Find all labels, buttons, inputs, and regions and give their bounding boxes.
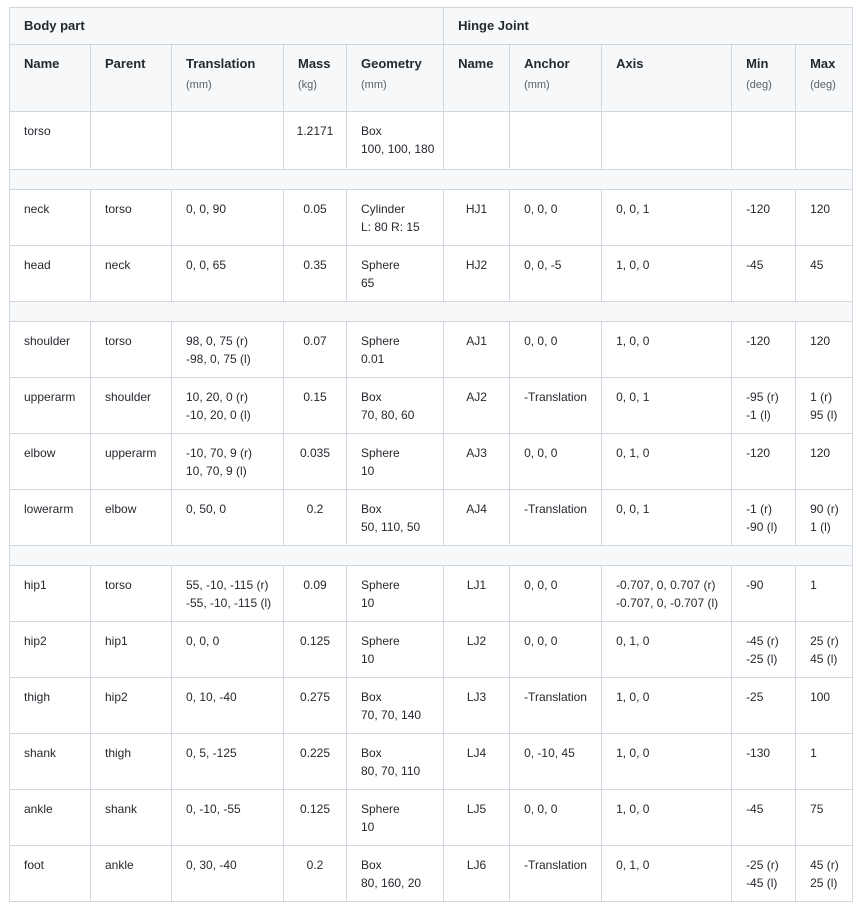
min-angle-line: -90 bbox=[746, 578, 764, 592]
translation-value-line: 0, 10, -40 bbox=[186, 690, 237, 704]
parent-name: shank bbox=[91, 790, 172, 846]
max-angle bbox=[796, 678, 853, 734]
geometry-value bbox=[347, 490, 444, 546]
translation-value bbox=[172, 566, 284, 622]
geometry-value bbox=[347, 190, 444, 246]
axis-value bbox=[602, 622, 732, 678]
geometry-value-line: 70, 80, 60 bbox=[361, 408, 415, 422]
min-angle bbox=[732, 322, 796, 378]
translation-value-line: -10, 20, 0 (l) bbox=[186, 408, 251, 422]
parent-name: elbow bbox=[91, 490, 172, 546]
axis-value-line: 1, 0, 0 bbox=[616, 802, 650, 816]
axis-value bbox=[602, 378, 732, 434]
max-angle-line: 75 bbox=[810, 802, 824, 816]
column-header bbox=[602, 45, 732, 112]
translation-value bbox=[172, 734, 284, 790]
min-angle bbox=[732, 622, 796, 678]
column-header bbox=[510, 45, 602, 112]
min-angle-line: -45 bbox=[746, 802, 764, 816]
table-row bbox=[10, 190, 853, 246]
body-part-name: torso bbox=[10, 112, 91, 170]
geometry-value-line: Box bbox=[361, 858, 382, 872]
max-angle bbox=[796, 734, 853, 790]
table-row bbox=[10, 490, 853, 546]
axis-value-line: 0, 1, 0 bbox=[616, 634, 650, 648]
axis-value bbox=[602, 490, 732, 546]
joint-name: AJ2 bbox=[444, 378, 510, 434]
parent-name: neck bbox=[91, 246, 172, 302]
geometry-value-line: Box bbox=[361, 390, 382, 404]
body-part-name: foot bbox=[10, 846, 91, 902]
table-row bbox=[10, 246, 853, 302]
mass-value: 0.125 bbox=[284, 790, 347, 846]
column-header-label: Geometry bbox=[361, 56, 422, 71]
min-angle-line: -95 (r) bbox=[746, 390, 779, 404]
column-header bbox=[172, 45, 284, 112]
spacer-cell bbox=[10, 170, 853, 190]
mass-value: 0.35 bbox=[284, 246, 347, 302]
geometry-value bbox=[347, 434, 444, 490]
max-angle-line: 1 (l) bbox=[810, 520, 831, 534]
mass-value: 0.225 bbox=[284, 734, 347, 790]
anchor-value: -Translation bbox=[510, 846, 602, 902]
joint-name: LJ3 bbox=[444, 678, 510, 734]
min-angle-line: -90 (l) bbox=[746, 520, 778, 534]
joint-name: LJ1 bbox=[444, 566, 510, 622]
mass-value: 0.07 bbox=[284, 322, 347, 378]
column-header bbox=[91, 45, 172, 112]
joint-name: LJ6 bbox=[444, 846, 510, 902]
body-part-name: shoulder bbox=[10, 322, 91, 378]
geometry-value-line: 65 bbox=[361, 276, 375, 290]
anchor-value: 0, 0, 0 bbox=[510, 622, 602, 678]
translation-value bbox=[172, 378, 284, 434]
table-row bbox=[10, 322, 853, 378]
translation-value bbox=[172, 246, 284, 302]
table-row bbox=[10, 622, 853, 678]
min-angle-line: -120 bbox=[746, 202, 771, 216]
body-part-name: head bbox=[10, 246, 91, 302]
geometry-value-line: 10 bbox=[361, 464, 375, 478]
table-row bbox=[10, 378, 853, 434]
body-part-name: upperarm bbox=[10, 378, 91, 434]
joint-name: LJ2 bbox=[444, 622, 510, 678]
translation-value-line: 10, 70, 9 (l) bbox=[186, 464, 247, 478]
mass-value: 0.125 bbox=[284, 622, 347, 678]
axis-value bbox=[602, 434, 732, 490]
axis-value-line: 1, 0, 0 bbox=[616, 746, 650, 760]
geometry-value bbox=[347, 378, 444, 434]
max-angle-line: 1 (r) bbox=[810, 390, 833, 404]
parent-name: torso bbox=[91, 190, 172, 246]
translation-value bbox=[172, 190, 284, 246]
mass-value: 0.035 bbox=[284, 434, 347, 490]
axis-value-line: 0, 0, 1 bbox=[616, 390, 650, 404]
min-angle bbox=[732, 734, 796, 790]
table-row bbox=[10, 790, 853, 846]
axis-value bbox=[602, 678, 732, 734]
max-angle-line: 95 (l) bbox=[810, 408, 838, 422]
min-angle bbox=[732, 790, 796, 846]
body-part-name: thigh bbox=[10, 678, 91, 734]
max-angle bbox=[796, 566, 853, 622]
max-angle-line: 1 bbox=[810, 578, 817, 592]
min-angle bbox=[732, 246, 796, 302]
min-angle bbox=[732, 566, 796, 622]
anchor-value: 0, 0, 0 bbox=[510, 790, 602, 846]
spacer-cell bbox=[10, 546, 853, 566]
table-row bbox=[10, 734, 853, 790]
joint-name: HJ2 bbox=[444, 246, 510, 302]
geometry-value-line: Sphere bbox=[361, 634, 400, 648]
axis-value-line: 1, 0, 0 bbox=[616, 334, 650, 348]
max-angle bbox=[796, 378, 853, 434]
parent-name: torso bbox=[91, 566, 172, 622]
column-header-label: Anchor bbox=[524, 56, 570, 71]
axis-value-line: 0, 1, 0 bbox=[616, 858, 650, 872]
min-angle bbox=[732, 490, 796, 546]
geometry-value bbox=[347, 566, 444, 622]
body-part-joint-table bbox=[9, 7, 853, 902]
body-part-name: hip1 bbox=[10, 566, 91, 622]
body-part-name: hip2 bbox=[10, 622, 91, 678]
column-header bbox=[796, 45, 853, 112]
translation-value bbox=[172, 622, 284, 678]
anchor-value: 0, 0, 0 bbox=[510, 434, 602, 490]
joint-name: LJ5 bbox=[444, 790, 510, 846]
max-angle bbox=[796, 846, 853, 902]
geometry-value bbox=[347, 734, 444, 790]
max-angle bbox=[796, 434, 853, 490]
geometry-value-line: 50, 110, 50 bbox=[361, 520, 421, 534]
spacer-cell bbox=[10, 302, 853, 322]
geometry-value-line: 0.01 bbox=[361, 352, 385, 366]
translation-value bbox=[172, 112, 284, 170]
axis-value bbox=[602, 566, 732, 622]
geometry-value-line: 10 bbox=[361, 820, 375, 834]
parent-name: ankle bbox=[91, 846, 172, 902]
max-angle bbox=[796, 246, 853, 302]
geometry-value bbox=[347, 846, 444, 902]
min-angle bbox=[732, 434, 796, 490]
geometry-value bbox=[347, 322, 444, 378]
column-header-label: Translation bbox=[186, 56, 256, 71]
parent-name: upperarm bbox=[91, 434, 172, 490]
max-angle bbox=[796, 322, 853, 378]
mass-value: 1.2171 bbox=[284, 112, 347, 170]
min-angle-line: -45 (l) bbox=[746, 876, 778, 890]
translation-value-line: 0, 50, 0 bbox=[186, 502, 227, 516]
min-angle-line: -25 (l) bbox=[746, 652, 778, 666]
min-angle bbox=[732, 190, 796, 246]
translation-value-line: -55, -10, -115 (l) bbox=[186, 596, 272, 610]
parent-name: thigh bbox=[91, 734, 172, 790]
geometry-value-line: Cylinder bbox=[361, 202, 406, 216]
body-part-name: ankle bbox=[10, 790, 91, 846]
anchor-value bbox=[510, 112, 602, 170]
geometry-value-line: Sphere bbox=[361, 446, 400, 460]
parent-name: torso bbox=[91, 322, 172, 378]
max-angle-line: 120 bbox=[810, 446, 831, 460]
column-header-label: Axis bbox=[616, 56, 644, 71]
mass-value: 0.2 bbox=[284, 846, 347, 902]
column-header-label: Name bbox=[24, 56, 60, 71]
min-angle-line: -120 bbox=[746, 334, 771, 348]
geometry-value bbox=[347, 790, 444, 846]
geometry-value-line: Box bbox=[361, 124, 382, 138]
axis-value bbox=[602, 790, 732, 846]
geometry-value bbox=[347, 246, 444, 302]
column-header bbox=[347, 45, 444, 112]
min-angle bbox=[732, 112, 796, 170]
translation-value-line: 98, 0, 75 (r) bbox=[186, 334, 249, 348]
parent-name: shoulder bbox=[91, 378, 172, 434]
translation-value-line: -10, 70, 9 (r) bbox=[186, 446, 253, 460]
mass-value: 0.15 bbox=[284, 378, 347, 434]
table-body bbox=[10, 112, 853, 902]
geometry-value-line: Sphere bbox=[361, 578, 400, 592]
axis-value-line: -0.707, 0, -0.707 (l) bbox=[616, 596, 719, 610]
translation-value bbox=[172, 846, 284, 902]
parent-name: hip1 bbox=[91, 622, 172, 678]
body-part-name: elbow bbox=[10, 434, 91, 490]
axis-value bbox=[602, 112, 732, 170]
hinge-joint-group-header: Hinge Joint bbox=[444, 8, 853, 45]
max-angle bbox=[796, 112, 853, 170]
column-header-label: Name bbox=[458, 56, 494, 71]
column-header-unit: (deg) bbox=[810, 79, 836, 91]
table-row bbox=[10, 846, 853, 902]
body-part-name: neck bbox=[10, 190, 91, 246]
max-angle-line: 100 bbox=[810, 690, 831, 704]
table-row bbox=[10, 112, 853, 170]
column-header-unit: (mm) bbox=[524, 79, 550, 91]
parent-name: hip2 bbox=[91, 678, 172, 734]
body-part-name: shank bbox=[10, 734, 91, 790]
body-part-group-header: Body part bbox=[10, 8, 444, 45]
translation-value bbox=[172, 490, 284, 546]
geometry-value-line: Box bbox=[361, 690, 382, 704]
max-angle bbox=[796, 790, 853, 846]
min-angle-line: -1 (r) bbox=[746, 502, 773, 516]
translation-value-line: 0, 0, 90 bbox=[186, 202, 227, 216]
anchor-value: 0, 0, 0 bbox=[510, 322, 602, 378]
max-angle-line: 1 bbox=[810, 746, 817, 760]
geometry-value-line: Box bbox=[361, 746, 382, 760]
parent-name bbox=[91, 112, 172, 170]
translation-value bbox=[172, 322, 284, 378]
geometry-value-line: 10 bbox=[361, 652, 375, 666]
table-row bbox=[10, 566, 853, 622]
anchor-value: -Translation bbox=[510, 678, 602, 734]
min-angle-line: -45 (r) bbox=[746, 634, 779, 648]
geometry-value-line: Sphere bbox=[361, 802, 400, 816]
min-angle-line: -130 bbox=[746, 746, 771, 760]
geometry-value bbox=[347, 678, 444, 734]
axis-value bbox=[602, 246, 732, 302]
max-angle bbox=[796, 190, 853, 246]
anchor-value: -Translation bbox=[510, 378, 602, 434]
column-header-label: Min bbox=[746, 56, 769, 71]
max-angle-line: 45 bbox=[810, 258, 824, 272]
column-header-label: Parent bbox=[105, 56, 146, 71]
max-angle-line: 120 bbox=[810, 202, 831, 216]
min-angle-line: -1 (l) bbox=[746, 408, 771, 422]
max-angle-line: 120 bbox=[810, 334, 831, 348]
geometry-value-line: 80, 160, 20 bbox=[361, 876, 422, 890]
column-header bbox=[732, 45, 796, 112]
column-header-row bbox=[10, 45, 853, 112]
joint-name bbox=[444, 112, 510, 170]
anchor-value: 0, 0, -5 bbox=[510, 246, 602, 302]
column-header-label: Mass bbox=[298, 56, 331, 71]
translation-value-line: 0, 5, -125 bbox=[186, 746, 237, 760]
joint-name: AJ3 bbox=[444, 434, 510, 490]
mass-value: 0.2 bbox=[284, 490, 347, 546]
translation-value-line: 0, 0, 65 bbox=[186, 258, 227, 272]
max-angle-line: 45 (l) bbox=[810, 652, 838, 666]
translation-value-line: 0, 30, -40 bbox=[186, 858, 237, 872]
axis-value-line: 0, 1, 0 bbox=[616, 446, 650, 460]
geometry-value bbox=[347, 622, 444, 678]
translation-value-line: 0, 0, 0 bbox=[186, 634, 220, 648]
geometry-value-line: 10 bbox=[361, 596, 375, 610]
mass-value: 0.05 bbox=[284, 190, 347, 246]
max-angle-line: 25 (r) bbox=[810, 634, 839, 648]
mass-value: 0.09 bbox=[284, 566, 347, 622]
translation-value-line: 55, -10, -115 (r) bbox=[186, 578, 269, 592]
group-spacer-row bbox=[10, 170, 853, 190]
axis-value bbox=[602, 190, 732, 246]
translation-value-line: -98, 0, 75 (l) bbox=[186, 352, 251, 366]
axis-value-line: 1, 0, 0 bbox=[616, 258, 650, 272]
anchor-value: 0, 0, 0 bbox=[510, 566, 602, 622]
min-angle-line: -25 (r) bbox=[746, 858, 779, 872]
column-header-unit: (deg) bbox=[746, 79, 772, 91]
table-row bbox=[10, 434, 853, 490]
min-angle-line: -45 bbox=[746, 258, 764, 272]
geometry-value-line: L: 80 R: 15 bbox=[361, 220, 420, 234]
anchor-value: 0, 0, 0 bbox=[510, 190, 602, 246]
translation-value-line: 10, 20, 0 (r) bbox=[186, 390, 249, 404]
axis-value-line: 0, 0, 1 bbox=[616, 202, 650, 216]
column-header bbox=[284, 45, 347, 112]
min-angle bbox=[732, 678, 796, 734]
axis-value bbox=[602, 734, 732, 790]
joint-name: LJ4 bbox=[444, 734, 510, 790]
group-spacer-row bbox=[10, 302, 853, 322]
min-angle bbox=[732, 846, 796, 902]
geometry-value-line: 70, 70, 140 bbox=[361, 708, 422, 722]
geometry-value bbox=[347, 112, 444, 170]
min-angle-line: -25 bbox=[746, 690, 764, 704]
joint-name: AJ4 bbox=[444, 490, 510, 546]
translation-value bbox=[172, 678, 284, 734]
axis-value-line: 1, 0, 0 bbox=[616, 690, 650, 704]
geometry-value-line: 100, 100, 180 bbox=[361, 142, 435, 156]
translation-value-line: 0, -10, -55 bbox=[186, 802, 241, 816]
max-angle bbox=[796, 622, 853, 678]
anchor-value: -Translation bbox=[510, 490, 602, 546]
group-spacer-row bbox=[10, 546, 853, 566]
axis-value bbox=[602, 846, 732, 902]
anchor-value: 0, -10, 45 bbox=[510, 734, 602, 790]
max-angle-line: 25 (l) bbox=[810, 876, 838, 890]
table-row bbox=[10, 678, 853, 734]
mass-value: 0.275 bbox=[284, 678, 347, 734]
geometry-value-line: Box bbox=[361, 502, 382, 516]
column-header bbox=[444, 45, 510, 112]
translation-value bbox=[172, 790, 284, 846]
group-header-row bbox=[10, 8, 853, 45]
column-header-unit: (kg) bbox=[298, 79, 317, 91]
translation-value bbox=[172, 434, 284, 490]
body-part-name: lowerarm bbox=[10, 490, 91, 546]
axis-value-line: 0, 0, 1 bbox=[616, 502, 650, 516]
column-header-label: Max bbox=[810, 56, 836, 71]
max-angle bbox=[796, 490, 853, 546]
max-angle-line: 45 (r) bbox=[810, 858, 839, 872]
column-header-unit: (mm) bbox=[361, 79, 387, 91]
geometry-value-line: Sphere bbox=[361, 334, 400, 348]
geometry-value-line: Sphere bbox=[361, 258, 400, 272]
joint-name: HJ1 bbox=[444, 190, 510, 246]
axis-value-line: -0.707, 0, 0.707 (r) bbox=[616, 578, 716, 592]
column-header-unit: (mm) bbox=[186, 79, 212, 91]
min-angle bbox=[732, 378, 796, 434]
geometry-value-line: 80, 70, 110 bbox=[361, 764, 421, 778]
max-angle-line: 90 (r) bbox=[810, 502, 839, 516]
axis-value bbox=[602, 322, 732, 378]
joint-name: AJ1 bbox=[444, 322, 510, 378]
column-header bbox=[10, 45, 91, 112]
min-angle-line: -120 bbox=[746, 446, 771, 460]
